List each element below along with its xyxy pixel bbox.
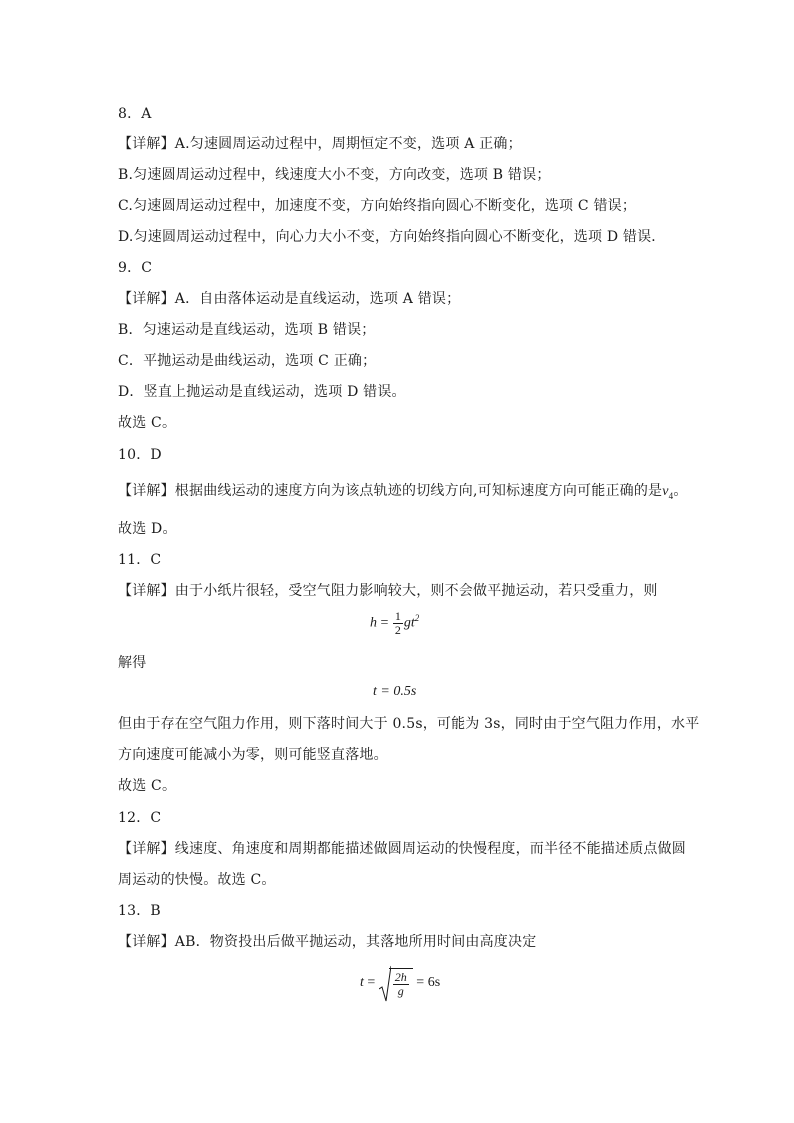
q11-explanation-3: 方向速度可能减小为零，则可能竖直落地。 xyxy=(118,747,388,763)
formula-fraction xyxy=(393,971,409,998)
q13-explanation-1: 【详解】AB．物资投出后做平抛运动，其落地所用时间由高度决定 xyxy=(118,934,537,950)
q8-explanation-b: B.匀速圆周运动过程中，线速度大小不变，方向改变，选项 B 错误； xyxy=(118,167,551,183)
q9-explanation-d: D．竖直上抛运动是直线运动，选项 D 错误。 xyxy=(118,384,406,400)
q12-explanation-1: 【详解】线速度、角速度和周期都能描述做圆周运动的快慢程度，而半径不能描述质点做圆 xyxy=(118,841,686,857)
q11-formula-time: t = 0.5s xyxy=(373,684,417,699)
q9-explanation-c: C．平抛运动是曲线运动，选项 C 正确； xyxy=(118,353,377,369)
q13-answer: 13．B xyxy=(118,903,161,919)
formula-symbol: h xyxy=(370,615,377,631)
q11-solve-label: 解得 xyxy=(118,655,147,671)
q10-explanation-end: 。 xyxy=(673,483,688,499)
formula-fraction xyxy=(393,610,403,637)
square-root xyxy=(379,968,413,998)
q11-conclusion: 故选 C。 xyxy=(118,778,177,794)
q11-formula-height xyxy=(370,610,419,637)
q11-explanation-2: 但由于存在空气阻力作用，则下落时间大于 0.5s，可能为 3s，同时由于空气阻力作用，水平 xyxy=(118,716,700,732)
q9-answer: 9．C xyxy=(118,260,153,276)
q8-explanation-a: 【详解】A.匀速圆周运动过程中，周期恒定不变，选项 A 正确； xyxy=(118,136,522,152)
q13-formula-time xyxy=(360,968,440,998)
q9-explanation-b: B．匀速运动是直线运动，选项 B 错误； xyxy=(118,322,376,338)
q8-explanation-c: C.匀速圆周运动过程中，加速度不变，方向始终指向圆心不断变化，选项 C 错误； xyxy=(118,198,637,214)
formula-symbol: gt xyxy=(403,615,415,631)
q9-explanation-a: 【详解】A．自由落体运动是直线运动，选项 A 错误； xyxy=(118,291,461,307)
q8-explanation-d: D.匀速圆周运动过程中，向心力大小不变，方向始终指向圆心不断变化，选项 D 错误． xyxy=(118,229,666,245)
q10-velocity-subscript: 4 xyxy=(668,490,674,501)
formula-exponent: 2 xyxy=(414,613,420,624)
formula-result: = 6s xyxy=(416,975,441,991)
q10-conclusion: 故选 D。 xyxy=(118,521,177,537)
radicand xyxy=(389,968,413,998)
fraction-numerator: 1 xyxy=(394,609,401,623)
q10-velocity-symbol: v xyxy=(662,484,669,499)
q11-explanation-1: 【详解】由于小纸片很轻，受空气阻力影响较大，则不会做平抛运动，若只受重力，则 xyxy=(118,583,658,599)
fraction-numerator: 2h xyxy=(394,970,407,984)
fraction-denominator: g xyxy=(397,984,404,998)
q9-conclusion: 故选 C。 xyxy=(118,415,177,431)
q10-explanation-text: 【详解】根据曲线运动的速度方向为该点轨迹的切线方向,可知标速度方向可能正确的是 xyxy=(118,483,663,499)
formula-symbol: t xyxy=(360,975,364,991)
formula-equals: = xyxy=(367,975,376,991)
q8-answer: 8．A xyxy=(118,106,152,122)
q12-explanation-2: 周运动的快慢。故选 C。 xyxy=(118,872,276,888)
q10-explanation xyxy=(118,481,688,506)
q10-answer: 10．D xyxy=(118,447,162,463)
q12-answer: 12．C xyxy=(118,810,162,826)
formula-equals: = xyxy=(380,615,389,631)
radical-sign-icon xyxy=(379,965,391,1003)
fraction-denominator: 2 xyxy=(394,623,401,637)
q11-answer: 11．C xyxy=(118,552,162,568)
